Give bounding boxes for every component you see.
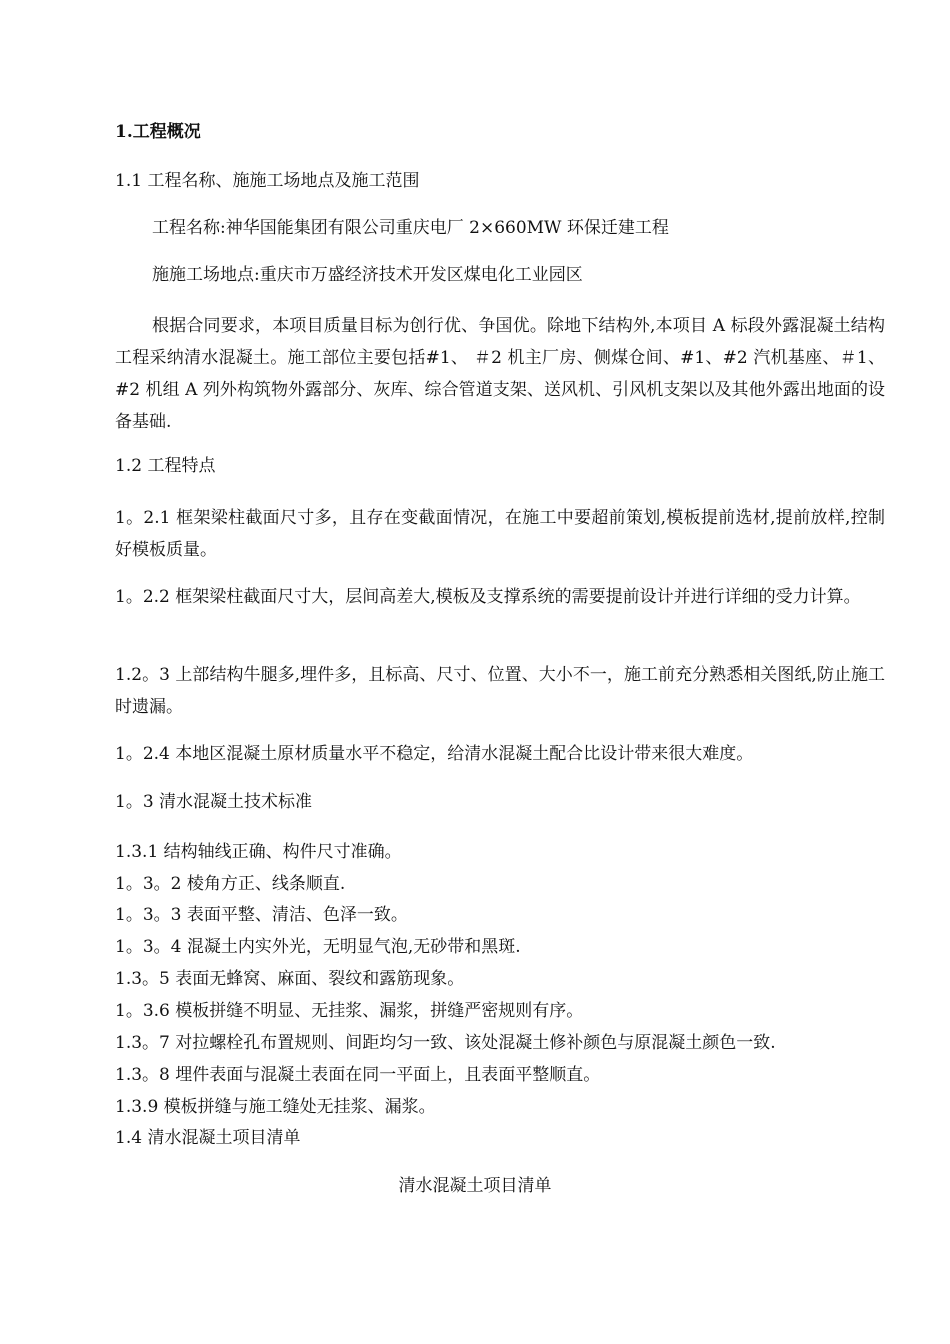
feature-paragraph-2: 1。2.2 框架梁柱截面尺寸大，层间高差大,模板及支撑系统的需要提前设计并进行详细的受力计算。 — [115, 587, 861, 607]
standard-item-2: 1。3。2 棱角方正、线条顺直. — [115, 874, 346, 894]
subsection-title-1-3: 1。3 清水混凝土技术标准 — [115, 792, 313, 812]
feature-paragraph-1: 1。2.1 框架梁柱截面尺寸多，且存在变截面情况，在施工中要超前策划,模板提前选材,提前放样,控制好模板质量。 — [115, 508, 885, 560]
feature-paragraph-4: 1。2.4 本地区混凝土原材质量水平不稳定，给清水混凝土配合比设计带来很大难度。 — [115, 744, 754, 764]
standard-item-1: 1.3.1 结构轴线正确、构件尺寸准确。 — [115, 842, 402, 862]
table-caption: 清水混凝土项目清单 — [398, 1176, 552, 1196]
project-site-line: 施施工场地点:重庆市万盛经济技术开发区煤电化工业园区 — [152, 265, 583, 285]
standard-item-4: 1。3。4 混凝土内实外光，无明显气泡,无砂带和黑斑. — [115, 937, 521, 957]
subsection-title-1-1: 1.1 工程名称、施施工场地点及施工范围 — [115, 171, 420, 191]
standard-item-8: 1.3。8 埋件表面与混凝土表面在同一平面上，且表面平整顺直。 — [115, 1065, 601, 1085]
subsection-title-1-2: 1.2 工程特点 — [115, 456, 216, 476]
standard-item-6: 1。3.6 模板拼缝不明显、无挂浆、漏浆，拼缝严密规则有序。 — [115, 1001, 584, 1021]
subsection-title-1-4: 1.4 清水混凝土项目清单 — [115, 1128, 301, 1148]
standard-item-3: 1。3。3 表面平整、清洁、色泽一致。 — [115, 905, 408, 925]
standard-item-7: 1.3。7 对拉螺栓孔布置规则、间距均匀一致、该处混凝土修补颜色与原混凝土颜色一致. — [115, 1033, 776, 1053]
standard-item-9: 1.3.9 模板拼缝与施工缝处无挂浆、漏浆。 — [115, 1097, 436, 1117]
feature-paragraph-3: 1.2。3 上部结构牛腿多,埋件多，且标高、尺寸、位置、大小不一，施工前充分熟悉相关图纸,防止施工时遗漏。 — [115, 665, 885, 717]
project-name-line: 工程名称:神华国能集团有限公司重庆电厂 2×660MW 环保迁建工程 — [152, 218, 669, 238]
section-heading: 1.工程概况 — [115, 122, 201, 142]
standard-item-5: 1.3。5 表面无蜂窝、麻面、裂纹和露筋现象。 — [115, 969, 465, 989]
scope-paragraph: 根据合同要求，本项目质量目标为创行优、争国优。除地下结构外,本项目 A 标段外露混凝土结构工程采纳清水混凝土。施工部位主要包括#1、 ＃2 机主厂房、侧煤仓间、#1、#2 汽机基座、＃1、#2 机组 A 列外构筑物外露部分、灰库、综合管道支架、送风机、引风机支架以及其他外露出地面的设备基础. — [115, 316, 885, 432]
